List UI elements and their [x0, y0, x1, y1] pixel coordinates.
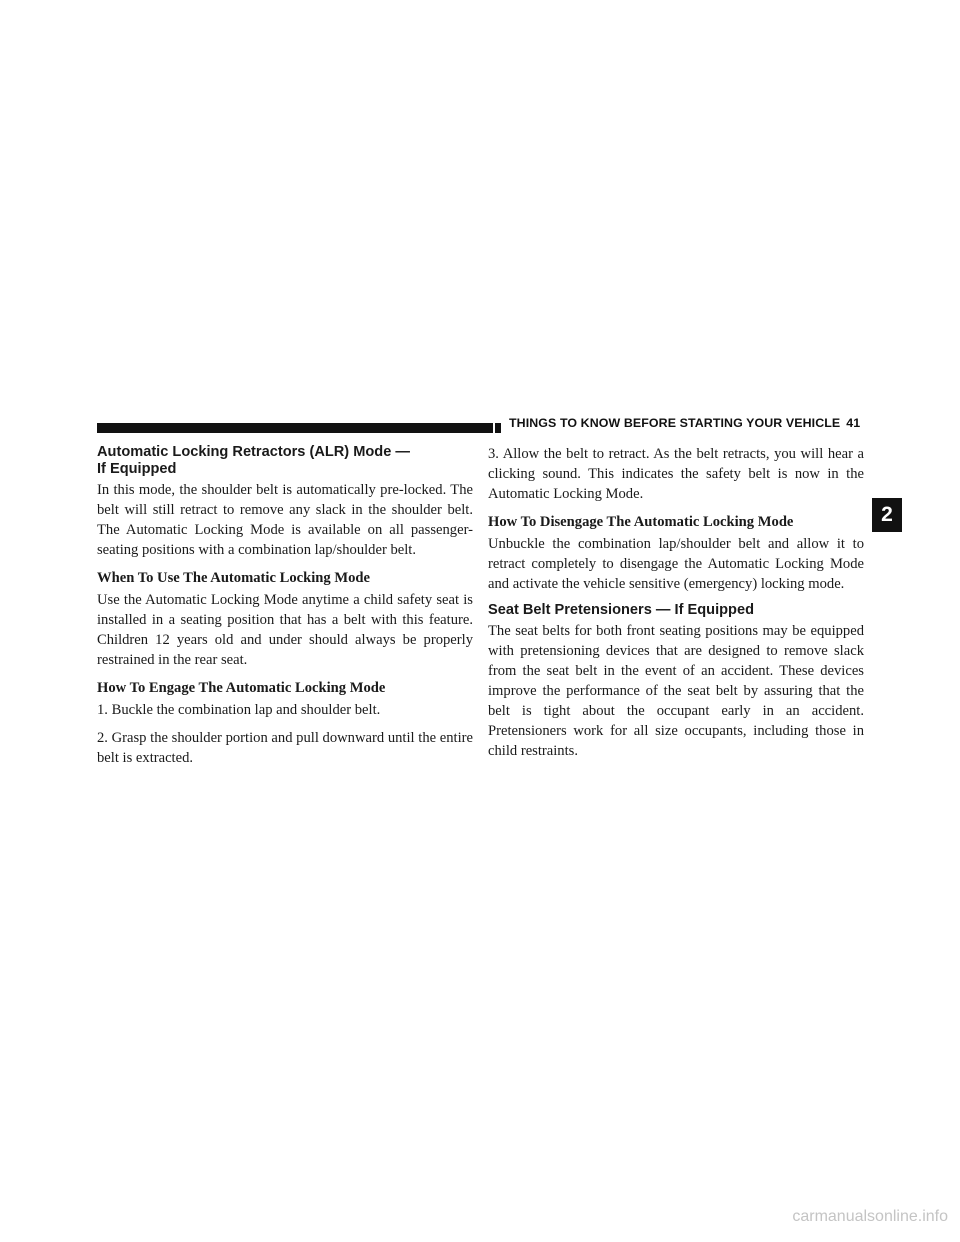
pretensioner-paragraph: The seat belts for both front seating positions may be equipped with pretensioning devices that are designed to remove slack from the seat belt in the event of an accident. These devices improve the performance of the seat belt by assuring that the belt is tight about the occupant early in an accident. Pretensioners work for all size occupants, including those in child restraints. [488, 623, 864, 759]
step-2: 2. Grasp the shoulder portion and pull downward until the entire belt is extracted. [97, 730, 473, 766]
when-heading: When To Use The Automatic Locking Mode [97, 570, 370, 586]
step-3: 3. Allow the belt to retract. As the belt retracts, you will hear a clicking sound. This indicates the safety belt is now in the Automatic Locking Mode. [488, 446, 864, 502]
alr-heading-line1: Automatic Locking Retractors (ALR) Mode — [97, 444, 410, 460]
alr-intro-paragraph: In this mode, the shoulder belt is automatically pre-locked. The belt will still retract to remove any slack in the shoulder belt. The Automatic Locking Mode is available on all passenger-seating positions with a combination lap/shoulder belt. [97, 482, 473, 558]
section-title: THINGS TO KNOW BEFORE STARTING YOUR VEHICLE [509, 416, 841, 430]
alr-heading [97, 444, 473, 478]
chapter-tab: 2 [872, 498, 902, 532]
left-column [97, 444, 473, 768]
disengage-heading: How To Disengage The Automatic Locking Mode [488, 514, 794, 530]
pretensioner-heading: Seat Belt Pretensioners — If Equipped [488, 602, 754, 618]
alr-heading-line2: If Equipped [97, 461, 177, 477]
disengage-paragraph: Unbuckle the combination lap/shoulder belt and allow it to retract completely to disengage the Automatic Locking Mode and activate the vehicle sensitive (emergency) locking mode. [488, 536, 864, 592]
right-column [488, 444, 864, 761]
watermark: carmanualsonline.info [792, 1208, 948, 1225]
page-number: 41 [846, 416, 861, 430]
when-paragraph: Use the Automatic Locking Mode anytime a child safety seat is installed in a seating position that has a belt with this feature. Children 12 years old and under should always be properly restrained in the rear seat. [97, 592, 473, 668]
engage-heading: How To Engage The Automatic Locking Mode [97, 680, 386, 696]
header-rule-end [495, 423, 501, 433]
header-rule [97, 423, 493, 433]
step-1: 1. Buckle the combination lap and shoulder belt. [97, 702, 381, 718]
running-header [509, 416, 869, 430]
